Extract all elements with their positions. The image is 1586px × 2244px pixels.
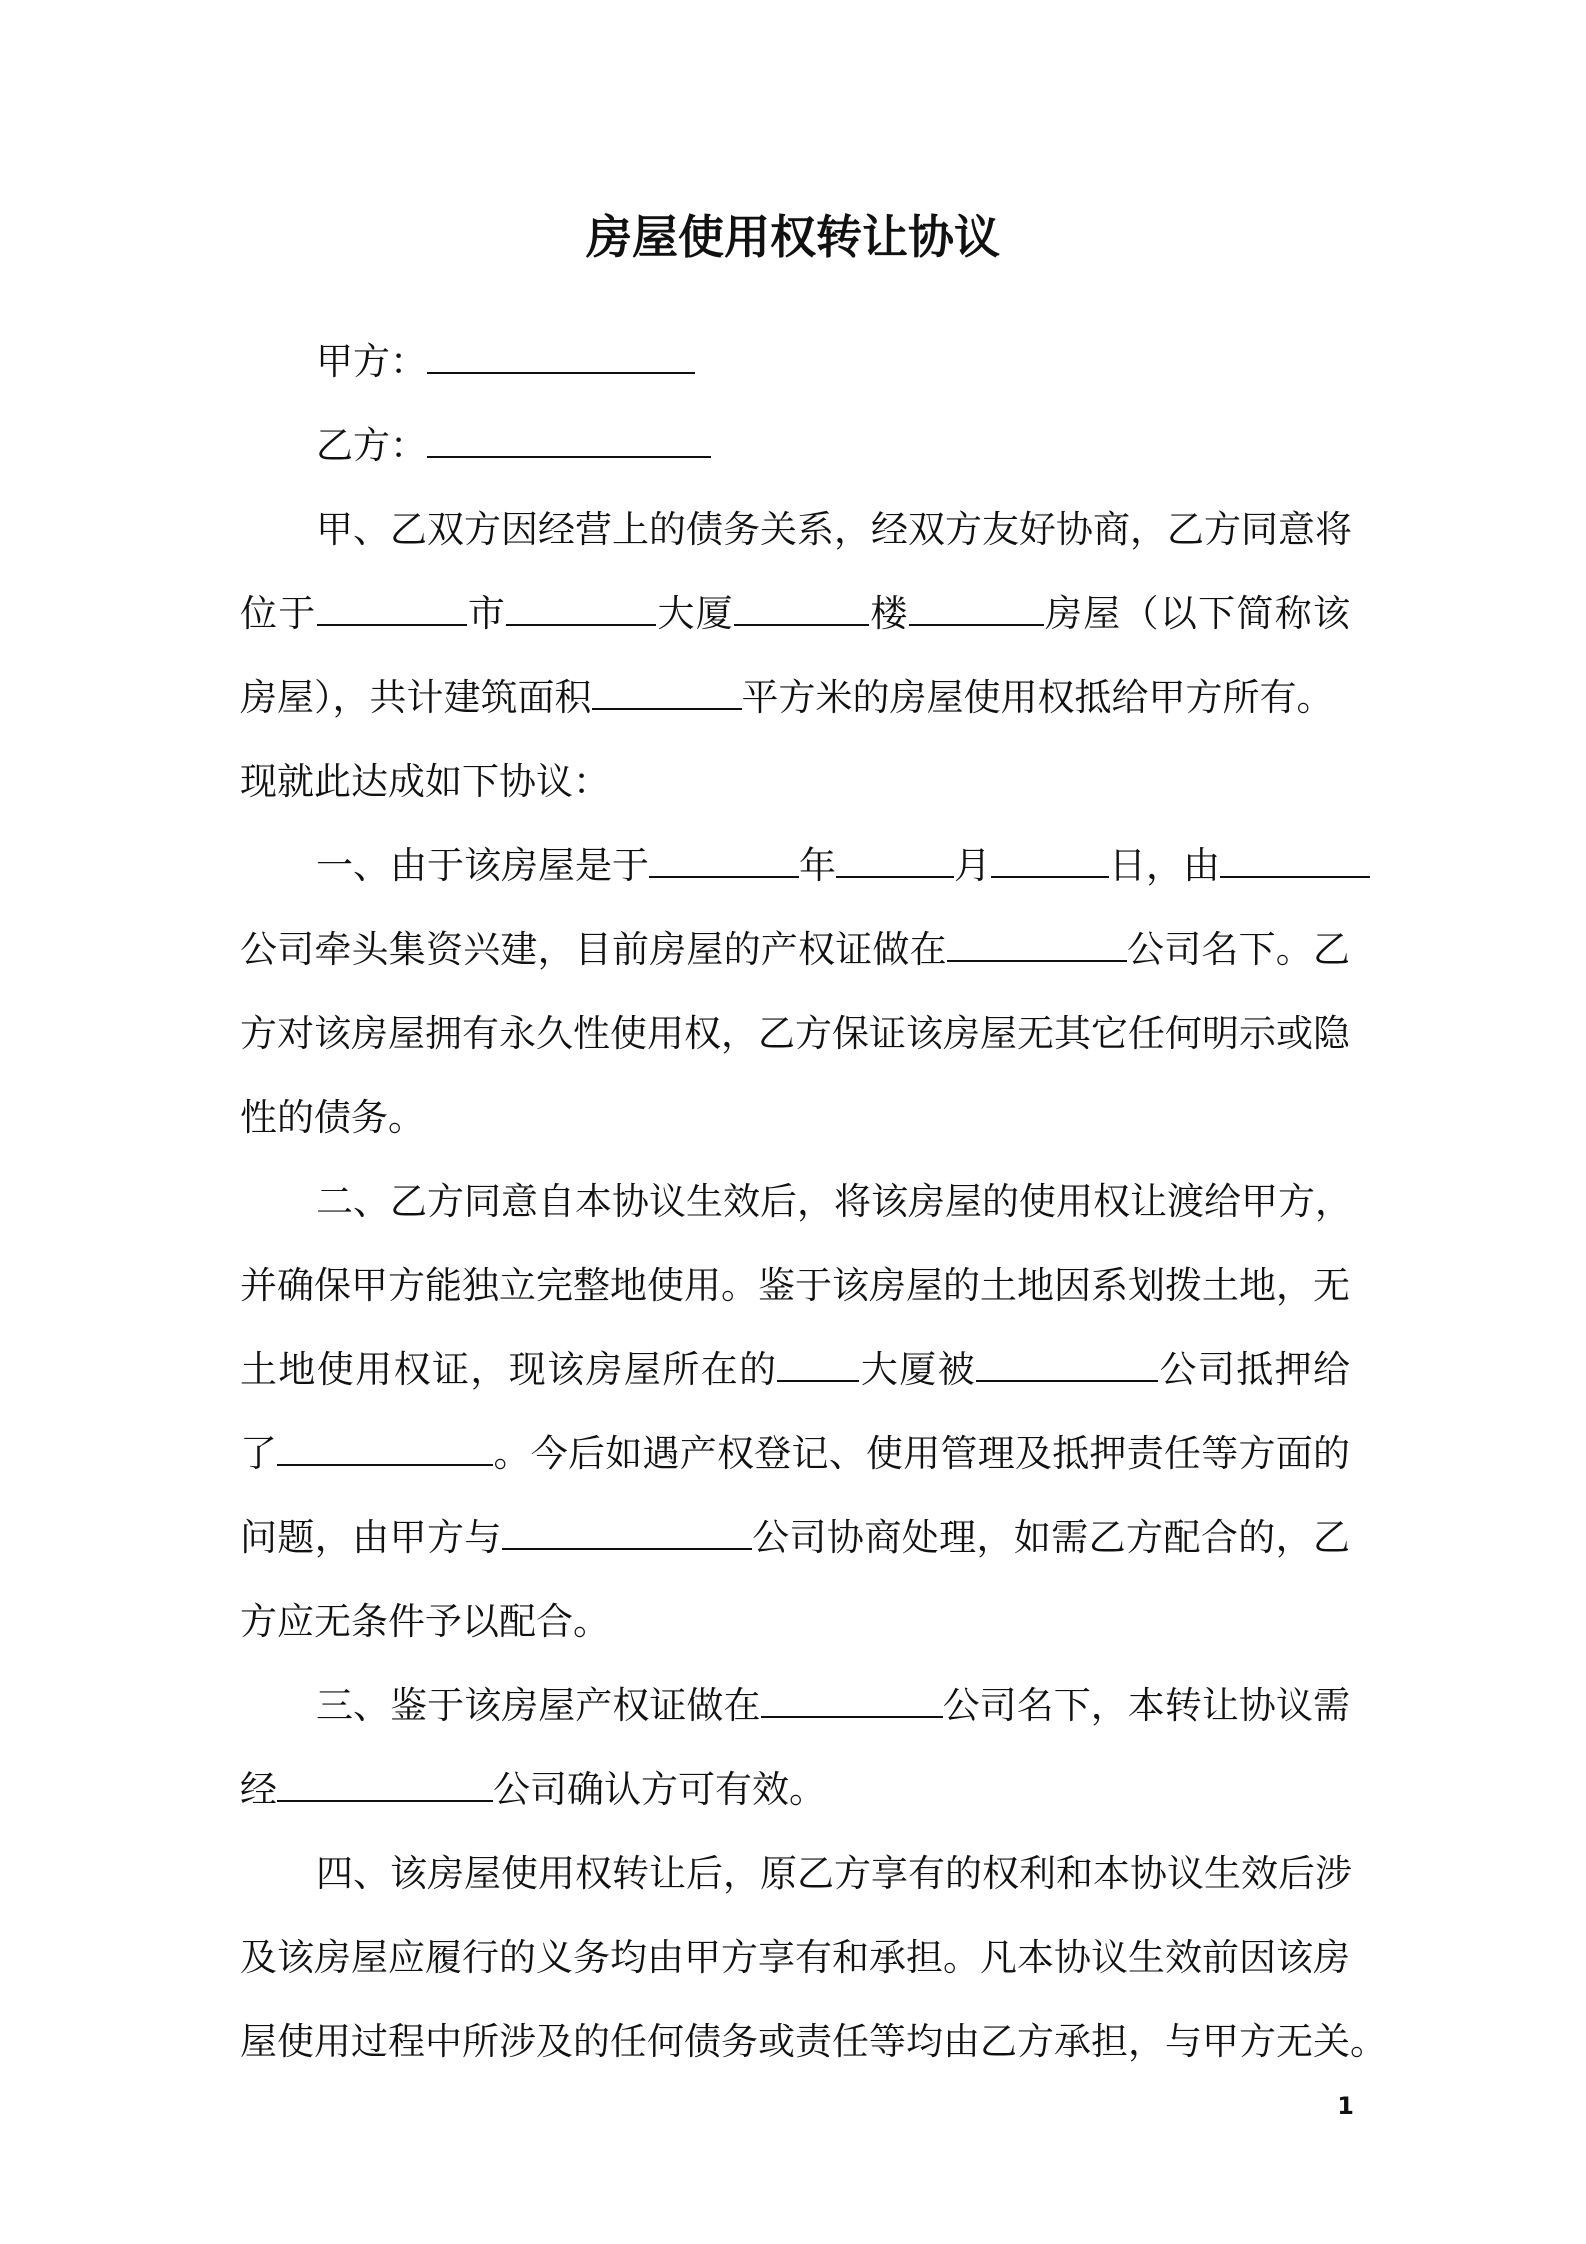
clause2-line-5 <box>240 1496 1350 1580</box>
clause-text: 。今后如遇产权登记、使用管理及抵押责任等方面的 <box>493 1432 1350 1475</box>
intro-line-4: 现就此达成如下协议： <box>240 760 610 803</box>
company-blank <box>976 1350 1158 1382</box>
clause-text: 大厦被 <box>859 1348 977 1391</box>
clause-text: 公司抵押给 <box>1158 1348 1351 1391</box>
party-b-blank <box>427 426 711 458</box>
clause4-line-1: 四、该房屋使用权转让后，原乙方享有的权利和本协议生效后涉 <box>316 1852 1352 1895</box>
document-title: 房屋使用权转让协议 <box>586 210 1000 264</box>
mortgagee-blank <box>277 1434 493 1466</box>
intro-line-1: 甲、乙双方因经营上的债务关系，经双方友好协商，乙方同意将 <box>316 508 1352 551</box>
clause-text: 日，由 <box>1109 844 1220 887</box>
clause-text: 经 <box>240 1768 277 1811</box>
clause-text: 公司协商处理，如需乙方配合的，乙 <box>751 1516 1351 1559</box>
room-blank <box>909 594 1044 626</box>
clause-text: 一、由于该房屋是于 <box>316 844 649 887</box>
clause4-line-3: 屋使用过程中所涉及的任何债务或责任等均由乙方承担，与甲方无关。 <box>240 2020 1387 2063</box>
intro-text: 市 <box>466 592 507 635</box>
month-blank <box>836 846 954 878</box>
clause2-line-3 <box>240 1328 1350 1412</box>
company-blank <box>947 930 1127 962</box>
party-a-blank <box>427 342 695 374</box>
clause-text: 土地使用权证，现该房屋所在的 <box>240 1348 778 1391</box>
intro-text: 房屋），共计建筑面积 <box>240 676 592 719</box>
company-blank <box>502 1518 752 1550</box>
clause3-line-2 <box>240 1748 1350 1832</box>
clause1-line-3: 方对该房屋拥有永久性使用权，乙方保证该房屋无其它任何明示或隐 <box>240 1012 1350 1055</box>
party-b-line <box>316 404 1350 488</box>
floor-blank <box>734 594 869 626</box>
intro-line-3 <box>240 656 1350 740</box>
building-blank <box>777 1350 859 1382</box>
city-blank <box>317 594 467 626</box>
intro-text: 房屋（以下简称该 <box>1043 592 1351 635</box>
clause-text: 公司确认方可有效。 <box>493 1768 826 1811</box>
clause2-line-6: 方应无条件予以配合。 <box>240 1600 610 1643</box>
intro-text: 大厦 <box>656 592 735 635</box>
clause1-line-4: 性的债务。 <box>240 1096 425 1139</box>
year-blank <box>649 846 799 878</box>
clause-text: 月 <box>954 844 991 887</box>
intro-text: 位于 <box>240 592 317 635</box>
clause-text: 公司牵头集资兴建，目前房屋的产权证做在 <box>240 928 947 971</box>
clause2-line-1: 二、乙方同意自本协议生效后，将该房屋的使用权让渡给甲方， <box>316 1180 1352 1223</box>
party-a-line <box>316 320 1350 404</box>
clause-text: 公司名下，本转让协议需 <box>942 1684 1351 1727</box>
page-number: 1 <box>1337 2092 1354 2120</box>
clause-text: 三、鉴于该房屋产权证做在 <box>316 1684 761 1727</box>
clause-text: 了 <box>240 1432 278 1475</box>
company-blank <box>277 1770 493 1802</box>
clause1-line-1 <box>316 824 1350 908</box>
party-a-label: 甲方： <box>316 340 427 383</box>
clause-text: 公司名下。乙 <box>1126 928 1351 971</box>
party-b-label: 乙方： <box>316 424 427 467</box>
clause4-line-2: 及该房屋应履行的义务均由甲方享有和承担。凡本协议生效前因该房 <box>240 1936 1350 1979</box>
clause-text: 问题，由甲方与 <box>240 1516 502 1559</box>
intro-text: 楼 <box>869 592 909 635</box>
day-blank <box>991 846 1109 878</box>
intro-text: 平方米的房屋使用权抵给甲方所有。 <box>741 676 1334 719</box>
company-blank <box>1220 846 1370 878</box>
intro-line-2 <box>240 572 1350 656</box>
clause1-line-2 <box>240 908 1350 992</box>
clause2-line-4 <box>240 1412 1350 1496</box>
clause-text: 年 <box>799 844 836 887</box>
clause3-line-1 <box>316 1664 1350 1748</box>
building-blank <box>506 594 656 626</box>
area-blank <box>592 678 742 710</box>
company-blank <box>761 1686 943 1718</box>
clause2-line-2: 并确保甲方能独立完整地使用。鉴于该房屋的土地因系划拨土地，无 <box>240 1264 1350 1307</box>
